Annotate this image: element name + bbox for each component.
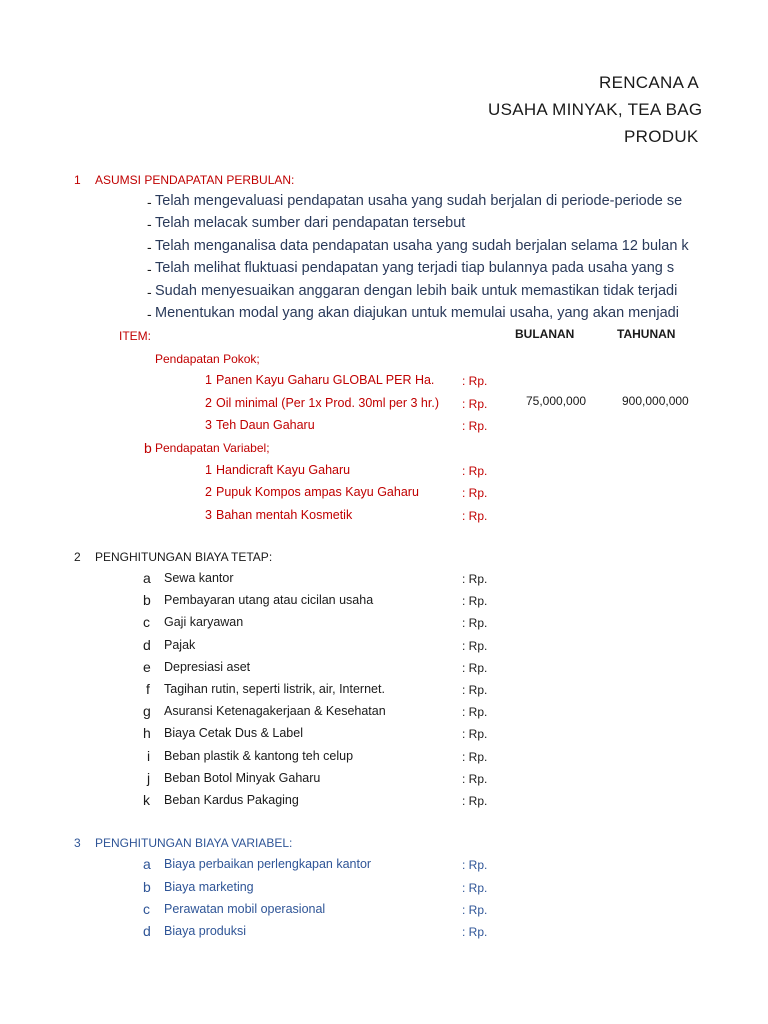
rp-label: : Rp. bbox=[462, 509, 488, 523]
list-item-text: Tagihan rutin, seperti listrik, air, Internet. bbox=[164, 682, 385, 696]
list-item-letter: k bbox=[143, 792, 150, 808]
section1-title: ASUMSI PENDAPATAN PERBULAN: bbox=[95, 173, 295, 187]
rp-label: : Rp. bbox=[462, 397, 488, 411]
list-item-text: Perawatan mobil operasional bbox=[164, 902, 326, 916]
column-header-tahunan: TAHUNAN bbox=[617, 327, 676, 341]
bullet-item: Telah melihat fluktuasi pendapatan yang terjadi tiap bulannya pada usaha yang s bbox=[155, 260, 675, 276]
rp-label: : Rp. bbox=[462, 794, 488, 808]
list-item-text: Beban Kardus Pakaging bbox=[164, 793, 299, 807]
list-item-number: 3 bbox=[205, 418, 212, 432]
bulanan-value: 75,000,000 bbox=[526, 394, 587, 408]
bullet-dash: - bbox=[147, 261, 152, 277]
list-item-letter: d bbox=[143, 637, 151, 653]
list-item-text: Panen Kayu Gaharu GLOBAL PER Ha. bbox=[216, 373, 435, 387]
bullet-dash: - bbox=[147, 306, 152, 322]
bullet-item: Menentukan modal yang akan diajukan untuk memulai usaha, yang akan menjadi bbox=[155, 305, 679, 321]
list-item-text: Gaji karyawan bbox=[164, 615, 244, 629]
bullet-item: Telah menganalisa data pendapatan usaha yang sudah berjalan selama 12 bulan k bbox=[155, 238, 689, 254]
list-item-text: Depresiasi aset bbox=[164, 660, 251, 674]
list-item-text: Handicraft Kayu Gaharu bbox=[216, 463, 351, 477]
list-item-text: Bahan mentah Kosmetik bbox=[216, 508, 353, 522]
rp-label: : Rp. bbox=[462, 486, 488, 500]
section3-title: PENGHITUNGAN BIAYA VARIABEL: bbox=[95, 836, 293, 850]
list-item-number: 1 bbox=[205, 463, 212, 477]
list-item-letter: a bbox=[143, 856, 151, 872]
list-item-text: Pajak bbox=[164, 638, 196, 652]
bullet-item: Telah mengevaluasi pendapatan usaha yang sudah berjalan di periode-periode se bbox=[155, 193, 683, 209]
rp-label: : Rp. bbox=[462, 639, 488, 653]
doc-title-line3: PRODUK bbox=[624, 127, 699, 146]
bullet-dash: - bbox=[147, 194, 152, 210]
list-item-text: Beban plastik & kantong teh celup bbox=[164, 749, 354, 763]
list-item-letter: c bbox=[143, 901, 150, 917]
rp-label: : Rp. bbox=[462, 594, 488, 608]
pendapatan-pokok-label: Pendapatan Pokok; bbox=[155, 352, 260, 366]
bullet-dash: - bbox=[147, 239, 152, 255]
list-item-text: Asuransi Ketenagakerjaan & Kesehatan bbox=[164, 704, 386, 718]
list-item-text: Biaya perbaikan perlengkapan kantor bbox=[164, 857, 372, 871]
list-item-number: 3 bbox=[205, 508, 212, 522]
list-item-text: Teh Daun Gaharu bbox=[216, 418, 315, 432]
list-item-number: 2 bbox=[205, 396, 212, 410]
rp-label: : Rp. bbox=[462, 374, 488, 388]
list-item-number: 1 bbox=[205, 373, 212, 387]
rp-label: : Rp. bbox=[462, 750, 488, 764]
pendapatan-variabel-label: Pendapatan Variabel; bbox=[155, 441, 270, 455]
rp-label: : Rp. bbox=[462, 705, 488, 719]
column-header-bulanan: BULANAN bbox=[515, 327, 575, 341]
bullet-item: Telah melacak sumber dari pendapatan tersebut bbox=[155, 215, 466, 231]
list-item-text: Pupuk Kompos ampas Kayu Gaharu bbox=[216, 485, 419, 499]
rp-label: : Rp. bbox=[462, 925, 488, 939]
rp-label: : Rp. bbox=[462, 683, 488, 697]
list-item-text: Oil minimal (Per 1x Prod. 30ml per 3 hr.) bbox=[216, 396, 439, 410]
list-item-text: Sewa kantor bbox=[164, 571, 234, 585]
bullet-dash: - bbox=[147, 284, 152, 300]
rp-label: : Rp. bbox=[462, 572, 488, 586]
section2-title: PENGHITUNGAN BIAYA TETAP: bbox=[95, 550, 273, 564]
list-item-text: Beban Botol Minyak Gaharu bbox=[164, 771, 321, 785]
rp-label: : Rp. bbox=[462, 727, 488, 741]
list-item-text: Biaya produksi bbox=[164, 924, 246, 938]
list-item-letter: d bbox=[143, 923, 151, 939]
list-item-letter: f bbox=[146, 681, 150, 697]
list-item-letter: g bbox=[143, 703, 151, 719]
rp-label: : Rp. bbox=[462, 772, 488, 786]
section1-number: 1 bbox=[74, 173, 81, 187]
list-item-letter: c bbox=[143, 614, 150, 630]
section3-number: 3 bbox=[74, 836, 81, 850]
list-item-text: Biaya Cetak Dus & Label bbox=[164, 726, 303, 740]
rp-label: : Rp. bbox=[462, 616, 488, 630]
tahunan-value: 900,000,000 bbox=[622, 394, 689, 408]
rp-label: : Rp. bbox=[462, 464, 488, 478]
rp-label: : Rp. bbox=[462, 661, 488, 675]
rp-label: : Rp. bbox=[462, 858, 488, 872]
item-label: ITEM: bbox=[119, 329, 151, 343]
bullet-dash: - bbox=[147, 216, 152, 232]
list-item-letter: b bbox=[143, 592, 151, 608]
list-item-letter: a bbox=[143, 570, 151, 586]
bullet-item: Sudah menyesuaikan anggaran dengan lebih baik untuk memastikan tidak terjadi bbox=[155, 283, 678, 299]
list-item-letter: b bbox=[143, 879, 151, 895]
rp-label: : Rp. bbox=[462, 419, 488, 433]
list-item-number: 2 bbox=[205, 485, 212, 499]
list-item-letter: i bbox=[147, 748, 151, 764]
rp-label: : Rp. bbox=[462, 903, 488, 917]
list-item-letter: e bbox=[143, 659, 151, 675]
doc-title-line1: RENCANA A bbox=[599, 73, 700, 92]
list-item-text: Pembayaran utang atau cicilan usaha bbox=[164, 593, 374, 607]
list-item-text: Biaya marketing bbox=[164, 880, 254, 894]
section2-number: 2 bbox=[74, 550, 81, 564]
rp-label: : Rp. bbox=[462, 881, 488, 895]
list-item-letter: h bbox=[143, 725, 151, 741]
doc-title-line2: USAHA MINYAK, TEA BAG bbox=[488, 100, 703, 119]
list-item-letter: j bbox=[147, 770, 151, 786]
pendapatan-variabel-letter: b bbox=[144, 440, 152, 456]
